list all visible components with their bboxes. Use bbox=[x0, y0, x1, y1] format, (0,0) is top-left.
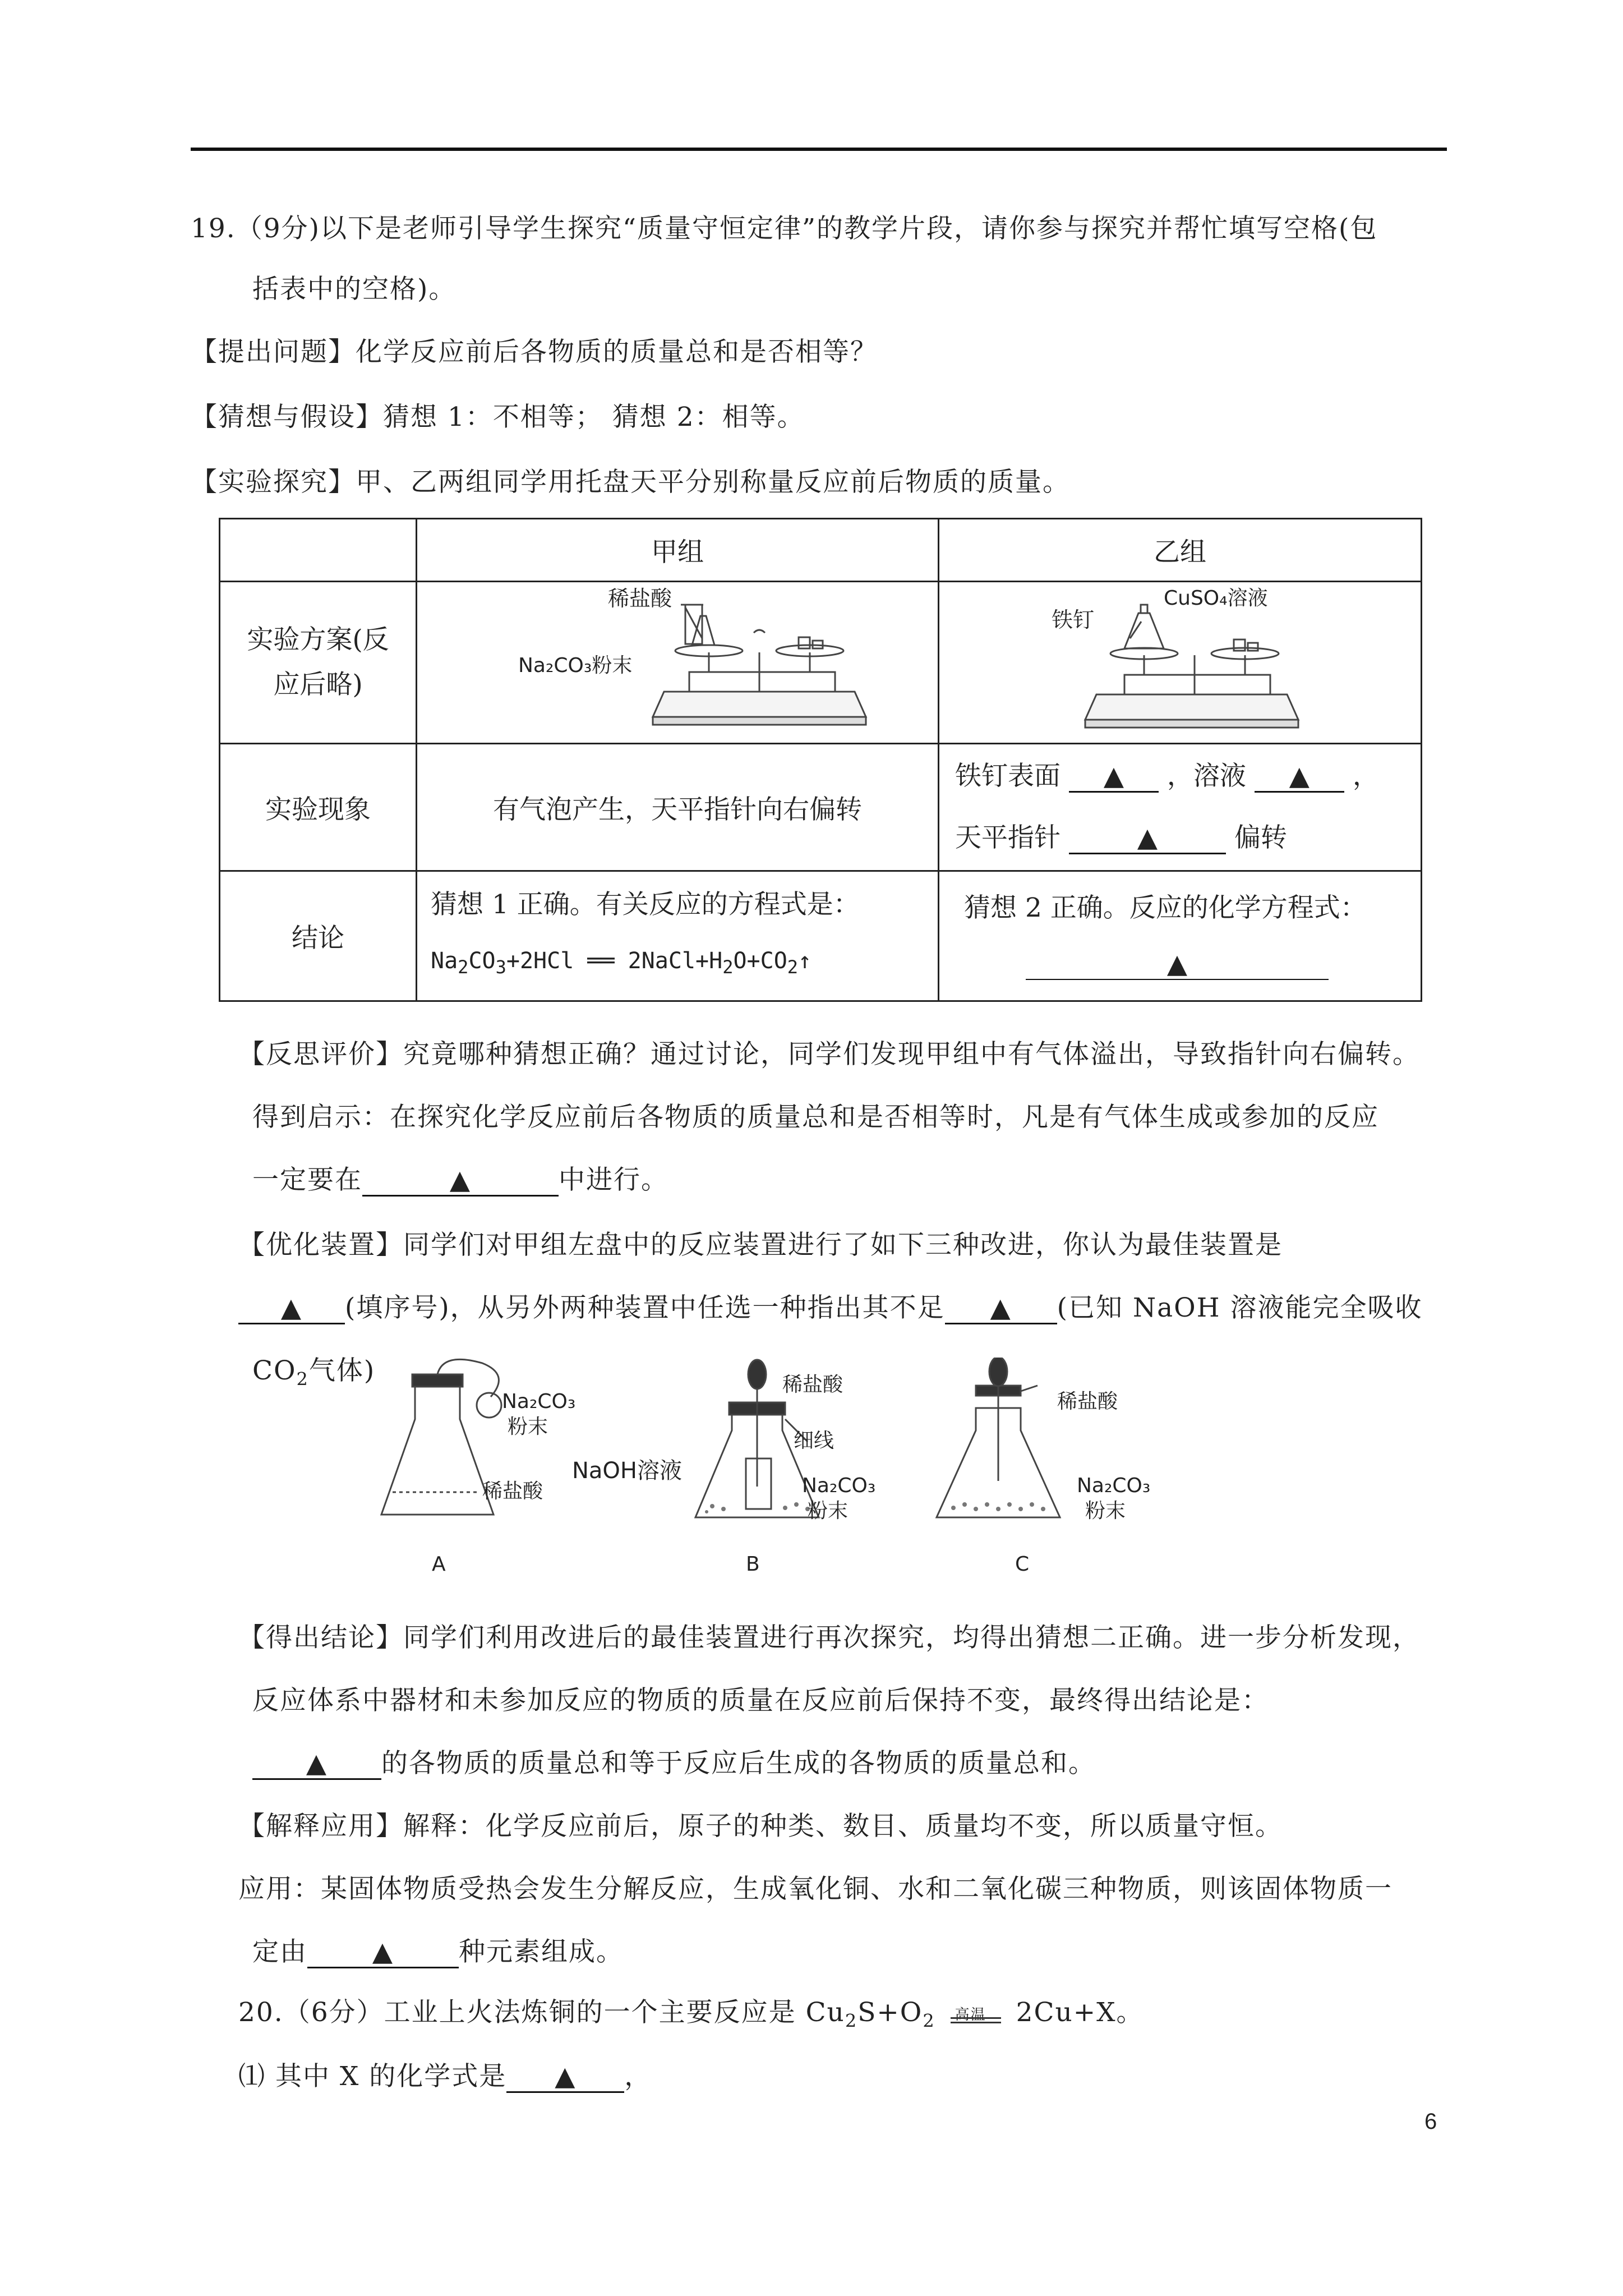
answer-blank[interactable]: ▲ bbox=[307, 1938, 459, 1968]
q19-conclude-1: 【得出结论】同学们利用改进后的最佳装置进行再次探究，均得出猜想二正确。进一步分析发现， bbox=[238, 1622, 1420, 1653]
svg-text:粉末: 粉末 bbox=[1085, 1499, 1126, 1522]
svg-text:稀盐酸: 稀盐酸 bbox=[782, 1373, 843, 1396]
svg-text:稀盐酸: 稀盐酸 bbox=[482, 1480, 543, 1503]
answer-blank[interactable]: ▲ bbox=[362, 1166, 559, 1197]
q19-optimize-2: ▲ (填序号)，从另外两种装置中任选一种指出其不足 ▲ (已知 NaOH 溶液能完全吸收 bbox=[238, 1291, 1423, 1325]
table-corner bbox=[220, 519, 417, 582]
page-number: 6 bbox=[1424, 2109, 1437, 2134]
svg-text:A: A bbox=[432, 1553, 446, 1576]
experiment-table bbox=[219, 518, 1422, 1002]
q19-apply-2: 定由 ▲ 种元素组成。 bbox=[252, 1936, 624, 1967]
answer-blank[interactable]: ▲ bbox=[506, 2062, 624, 2093]
header-rule bbox=[191, 148, 1447, 151]
svg-text:C: C bbox=[1015, 1553, 1030, 1576]
label-acid-a: 稀盐酸 bbox=[608, 586, 672, 611]
q19-explain: 【解释应用】解释：化学反应前后，原子的种类、数目、质量均不变，所以质量守恒。 bbox=[238, 1811, 1283, 1842]
label-powder-a: Na₂CO₃粉末 bbox=[518, 654, 633, 677]
high-temp-condition: 高温 bbox=[945, 2000, 1007, 2028]
q19-optimize-1: 【优化装置】同学们对甲组左盘中的反应装置进行了如下三种改进，你认为最佳装置是 bbox=[238, 1230, 1283, 1260]
q19-line1: 19.（9分)以下是老师引导学生探究“质量守恒定律”的教学片段，请你参与探究并帮忙填写空格(包 bbox=[191, 213, 1378, 244]
q19-hypothesis: 【猜想与假设】猜想 1：不相等； 猜想 2：相等。 bbox=[191, 402, 805, 432]
svg-text:NaOH溶液: NaOH溶液 bbox=[572, 1458, 682, 1484]
answer-blank[interactable]: ▲ bbox=[1255, 762, 1344, 793]
balance-diagram-a bbox=[417, 582, 939, 744]
answer-blank[interactable]: ▲ bbox=[1069, 762, 1159, 793]
equation-a: $Na_2CO_3+2HCl$ ══ $2NaCl+H_2O+CO_2↑$ bbox=[431, 948, 812, 978]
answer-blank[interactable]: ▲ bbox=[945, 1294, 1057, 1324]
answer-blank[interactable]: ▲ bbox=[1069, 823, 1226, 854]
conclusion-group-a: 猜想 1 正确。有关反应的方程式是： $Na_2CO_3+2HCl$ ══ $2NaCl+H_2O+CO_2↑$ bbox=[417, 871, 939, 1001]
svg-text:粉末: 粉末 bbox=[508, 1415, 548, 1438]
answer-blank[interactable]: ▲ bbox=[238, 1294, 345, 1324]
q20-line1: 20.（6分）工业上火法炼铜的一个主要反应是 $Cu_2S+O_2$ 高温 2Cu+X。 bbox=[238, 1997, 1144, 2032]
row-plan-label: 实验方案(反 应后略) bbox=[220, 582, 417, 744]
svg-text:Na₂CO₃: Na₂CO₃ bbox=[502, 1390, 576, 1413]
answer-blank[interactable]: ▲ bbox=[252, 1749, 381, 1780]
q19-conclude-2: 反应体系中器材和未参加反应的物质的质量在反应前后保持不变，最终得出结论是： bbox=[252, 1685, 1269, 1716]
row-phenomenon-label: 实验现象 bbox=[220, 744, 417, 871]
q19-line2: 括表中的空格)。 bbox=[252, 274, 457, 305]
q19-reflect-1: 【反思评价】究竟哪种猜想正确？通过讨论，同学们发现甲组中有气体溢出，导致指针向右偏转。 bbox=[238, 1039, 1420, 1070]
q19-optimize-3: $CO_2$气体) bbox=[252, 1355, 376, 1390]
header-group-a: 甲组 bbox=[417, 519, 939, 582]
svg-text:粉末: 粉末 bbox=[808, 1499, 849, 1522]
label-nail-b: 铁钉 bbox=[1052, 608, 1095, 632]
q19-apply-1: 应用：某固体物质受热会发生分解反应，生成氧化铜、水和二氧化碳三种物质，则该固体物质一 bbox=[238, 1874, 1393, 1904]
label-solution-b: CuSO₄溶液 bbox=[1164, 587, 1268, 610]
phenomenon-group-b: 铁钉表面 ▲ ，溶液 ▲ ， 天平指针 ▲ 偏转 bbox=[939, 744, 1422, 871]
svg-text:B: B bbox=[746, 1553, 760, 1576]
svg-text:稀盐酸: 稀盐酸 bbox=[1057, 1390, 1118, 1413]
q19-question: 【提出问题】化学反应前后各物质的质量总和是否相等？ bbox=[191, 337, 878, 367]
row-conclusion-label: 结论 bbox=[220, 871, 417, 1001]
header-group-b: 乙组 bbox=[939, 519, 1422, 582]
svg-text:细线: 细线 bbox=[794, 1429, 834, 1452]
conclusion-group-b: 猜想 2 正确。反应的化学方程式： ▲ bbox=[939, 871, 1422, 1001]
q19-reflect-2: 得到启示：在探究化学反应前后各物质的质量总和是否相等时，凡是有气体生成或参加的反应 bbox=[252, 1102, 1379, 1133]
svg-text:Na₂CO₃: Na₂CO₃ bbox=[1077, 1474, 1151, 1497]
q19-conclude-3: ▲ 的各物质的质量总和等于反应后生成的各物质的质量总和。 bbox=[252, 1747, 1096, 1780]
svg-text:Na₂CO₃: Na₂CO₃ bbox=[802, 1474, 876, 1497]
devices-diagram bbox=[359, 1358, 1234, 1582]
answer-blank[interactable]: ▲ bbox=[1026, 950, 1329, 980]
q19-experiment: 【实验探究】甲、乙两组同学用托盘天平分别称量反应前后物质的质量。 bbox=[191, 467, 1070, 498]
q19-reflect-3: 一定要在 ▲ 中进行。 bbox=[252, 1165, 668, 1195]
balance-diagram-b bbox=[939, 582, 1422, 744]
phenomenon-group-a: 有气泡产生，天平指针向右偏转 bbox=[417, 744, 939, 871]
q20-sub1: ⑴ 其中 X 的化学式是 ▲ ， bbox=[238, 2061, 652, 2092]
